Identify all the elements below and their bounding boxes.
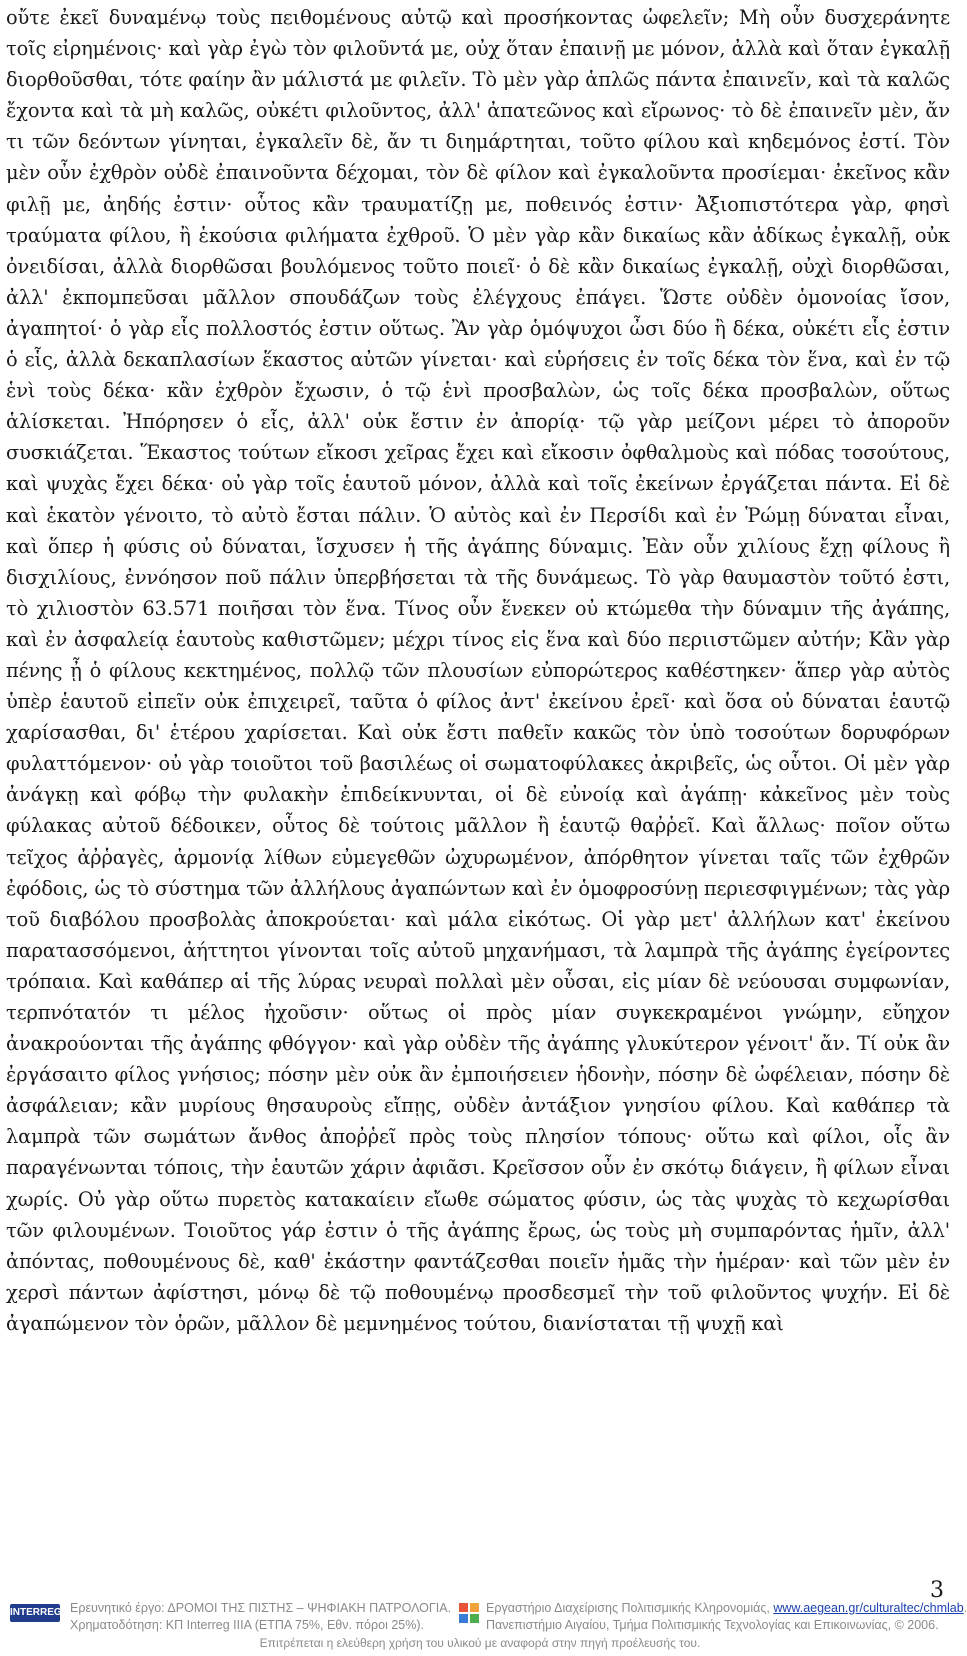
footer-project-line: Ερευνητικό έργο: ΔΡΟΜΟΙ ΤΗΣ ΠΙΣΤΗΣ – ΨΗΦΙΑΚΗ ΠΑΤΡΟΛΟΓΙΑ. [70,1601,452,1615]
footer-lab-link[interactable]: www.aegean.gr/culturaltec/chmlab [773,1601,964,1615]
page-number: 3 [930,1578,944,1603]
body-text: οὔτε ἐκεῖ δυναμένῳ τοὺς πειθομένους αὐτῷ καὶ προσήκοντας ὠφελεῖν; Μὴ οὖν δυσχεράνητε τοῖς εἰρημένοις· καὶ γὰρ ἐγὼ τὸν φιλοῦντά με, οὐχ ὅταν ἐπαινῇ με μόνον, ἀλλὰ καὶ ὅταν ἐγκαλῇ διορθοῦσθαι, τότε φαίην ἂν μάλιστά με φιλεῖν. Τὸ μὲν γὰρ ἁπλῶς πάντα ἐπαινεῖν, καὶ τὰ καλῶς ἔχοντα καὶ τὰ μὴ καλῶς, οὐκέτι φιλοῦντος, ἀλλ' ἀπατεῶνος καὶ εἴρωνος· τὸ δὲ ἐπαινεῖν μὲν, ἄν τι τῶν δεόντων γίνηται, ἐγκαλεῖν δὲ, ἄν τι διημάρτηται, τοῦτο φίλου καὶ κηδεμόνος ἐστί. Τὸν μὲν οὖν ἐχθρὸν οὐδὲ ἐπαινοῦντα δέχομαι, τὸν δὲ φίλον καὶ ἐγκαλοῦντα προσίεμαι· ἐκεῖνος κἂν φιλῇ με, ἀηδής ἐστιν· οὗτος κἂν τραυματίζῃ με, ποθεινός ἐστιν· Ἀξιοπιστότερα γὰρ, φησὶ τραύματα φίλου, ἢ ἑκούσια φιλήματα ἐχθροῦ. Ὁ μὲν γὰρ κἂν δικαίως κἂν ἀδίκως ἐγκαλῇ, οὐκ ὀνειδίσαι, ἀλλὰ διορθῶσαι βουλόμενος τοῦτο ποιεῖ· ὁ δὲ κἂν δικαίως ἐγκαλῇ, οὐχὶ διορθῶσαι, ἀλλ' ἐκπομπεῦσαι μᾶλλον σπουδάζων τοὺς ἐλέγχους ἐπάγει. Ὥστε οὐδὲν ὁμονοίας ἴσον, ἀγαπητοί· ὁ γὰρ εἷς πολλοστός ἐστιν οὕτως. Ἂν γὰρ ὁμόψυχοι ὦσι δύο ἢ δέκα, οὐκέτι εἷς ἐστιν ὁ εἷς, ἀλλὰ δεκαπλασίων ἕκαστος αὐτῶν γίνεται· καὶ εὑρήσεις ἐν τοῖς δέκα τὸν ἕνα, καὶ ἐν τῷ ἑνὶ τοὺς δέκα· κἂν ἐχθρὸν ἔχωσιν, ὁ τῷ ἑνὶ προσβαλὼν, ὡς τοῖς δέκα προσβαλὼν, οὕτως ἁλίσκεται. Ἠπόρησεν ὁ εἷς, ἀλλ' οὐκ ἔστιν ἐν ἀπορίᾳ· τῷ γὰρ μείζονι μέρει τὸ ἀποροῦν συσκιάζεται. Ἕκαστος τούτων εἴκοσι χεῖρας ἔχει καὶ εἴκοσιν ὀφθαλμοὺς καὶ πόδας τοσούτους, καὶ ψυχὰς ἔχει δέκα· οὐ γὰρ τοῖς ἑαυτοῦ μόνον, ἀλλὰ καὶ τοῖς ἐκείνων ἐργάζεται πάντα. Εἰ δὲ καὶ ἑκατὸν γένοιτο, τὸ αὐτὸ ἔσται πάλιν. Ὁ αὐτὸς καὶ ἐν Περσίδι καὶ ἐν Ῥώμῃ δύναται εἶναι, καὶ ὅπερ ἡ φύσις οὐ δύναται, ἴσχυσεν ἡ τῆς ἀγάπης δύναμις. Ἐὰν οὖν χιλίους ἔχῃ φίλους ἢ δισχιλίους, ἐννόησον ποῦ πάλιν ὑπερβήσεται τὰ τῆς δυνάμεως. Τὸ γὰρ θαυμαστὸν τοῦτό ἐστι, τὸ χιλιοστὸν 63.571 ποιῆσαι τὸν ἕνα. Τίνος οὖν ἕνεκεν οὐ κτώμεθα τὴν δύναμιν τῆς ἀγάπης, καὶ ἐν ἀσφαλείᾳ ἑαυτοὺς καθιστῶμεν; μέχρι τίνος εἰς ἕνα καὶ δύο περιιστῶμεν αὐτήν; Κἂν γὰρ πένης ᾖ ὁ φίλους κεκτημένος, πολλῷ τῶν πλουσίων εὐπορώτερος καθέστηκεν· ἅπερ γὰρ αὐτὸς ὑπὲρ ἑαυτοῦ εἰπεῖν οὐκ ἐπιχειρεῖ, ταῦτα ὁ φίλος ἀντ' ἐκείνου ἐρεῖ· καὶ ὅσα οὐ δύναται ἑαυτῷ χαρίσασθαι, δι' ἑτέρου χαρίσεται. Καὶ οὐκ ἔστι παθεῖν κακῶς τὸν ὑπὸ τοσούτων δορυφόρων φυλαττόμενον· οὐ γὰρ τοιοῦτοι τοῦ βασιλέως οἱ σωματοφύλακες ἀκριβεῖς, ὡς οὗτοι. Οἱ μὲν γὰρ ἀνάγκῃ καὶ φόβῳ τὴν φυλακὴν ἐπιδείκνυνται, οἱ δὲ εὐνοίᾳ καὶ ἀγάπῃ· κἀκεῖνος μὲν τοὺς φύλακας αὐτοῦ δέδοικεν, οὗτος δὲ τούτοις μᾶλλον ἢ ἑαυτῷ θαῤῥεῖ. Καὶ ἄλλως· ποῖον οὕτω τεῖχος ἀῤῥαγὲς, ἁρμονίᾳ λίθων εὐμεγεθῶν ὠχυρωμένον, ἀπόρθητον γίνεται ταῖς τῶν ἐχθρῶν ἐφόδοις, ὡς τὸ σύστημα τῶν ἀλλήλους ἀγαπώντων καὶ ἐν ὁμοφροσύνῃ περιεσφιγμένων; τὰς γὰρ τοῦ διαβόλου προσβολὰς ἀποκρούεται· καὶ μάλα εἰκότως. Οἱ γὰρ μετ' ἀλλήλων κατ' ἐκείνου παρατασσόμενοι, ἀήττητοι γίνονται τοῖς αὐτοῦ μηχανήμασι, τὰ λαμπρὰ τῆς ἀγάπης ἐγείροντες τρόπαια. Καὶ καθάπερ αἱ τῆς λύρας νευραὶ πολλαὶ μὲν οὖσαι, εἰς μίαν δὲ νεύουσαι συμφωνίαν, τερπνότατόν τι μέλος ἠχοῦσιν· οὕτως οἱ πρὸς μίαν συγκεκραμένοι γνώμην, εὔηχον ἀνακρούονται τῆς ἀγάπης φθόγγον· καὶ γὰρ οὐδὲν τῆς ἀγάπης γλυκύτερον γένοιτ' ἄν. Τί οὐκ ἂν ἐργάσαιτο φίλος γνήσιος; πόσην μὲν οὐκ ἂν ἐμποιήσειεν ἡδονὴν, πόσην δὲ ὠφέλειαν, πόσην δὲ ἀσφάλειαν; κἂν μυρίους θησαυροὺς εἴπῃς, οὐδὲν ἀντάξιον γνησίου φίλου. Καὶ καθάπερ τὰ λαμπρὰ τῶν σωμάτων ἄνθος ἀποῤῥεῖ πρὸς τοὺς πλησίον τόπους· οὕτω καὶ φίλοι, οἷς ἂν παραγένωνται τόποις, τὴν ἑαυτῶν χάριν ἀφιᾶσι. Κρεῖσσον οὖν ἐν σκότῳ διάγειν, ἢ φίλων εἶναι χωρίς. Οὐ γὰρ οὕτω πυρετὸς κατακαίειν εἴωθε σώματος φύσιν, ὡς τὰς ψυχὰς τὸ κεχωρίσθαι τῶν φιλουμένων. Τοιοῦτος γάρ ἐστιν ὁ τῆς ἀγάπης ἔρως, ὡς τοὺς μὴ συμπαρόντας ἡμῖν, ἀλλ' ἀπόντας, ποθουμένους δὲ, καθ' ἑκάστην φαντάζεσθαι ποιεῖν ἡμᾶς τὴν ἡμέραν· καὶ τῶν μὲν ἐν χερσὶ πάντων ἀφίστησι, μόνῳ δὲ τῷ ποθουμένῳ προσδεσμεῖ τὴν τοῦ φιλοῦντος ψυχήν. Εἰ δὲ ἀγαπώμενον τὸν ὁρῶν, μᾶλλον δὲ μεμνημένος τούτου, διανίσταται τῇ ψυχῇ καὶ [6,6,950,1335]
lab-logo-icon [458,1602,480,1624]
footer-lab-line [486,1601,967,1615]
footer-license-line: Επιτρέπεται η ελεύθερη χρήση του υλικού με αναφορά στην πηγή προέλευσής του. [259,1636,701,1650]
footer-lab-suffix: . [963,1601,967,1615]
footer-university-line: Πανεπιστήμιο Αιγαίου, Τμήμα Πολιτισμικής Τεχνολογίας και Επικοινωνίας, © 2006. [486,1618,939,1632]
footer-funding-line: Χρηματοδότηση: ΚΠ Interreg IIIA (ΕΤΠΑ 75%, Εθν. πόροι 25%). [70,1618,424,1632]
footer-lab-name: Εργαστήριο Διαχείρισης Πολιτισμικής Κληρονομιάς, [486,1601,774,1615]
interreg-logo: INTERREG [10,1604,60,1622]
page-footer [0,1598,967,1656]
